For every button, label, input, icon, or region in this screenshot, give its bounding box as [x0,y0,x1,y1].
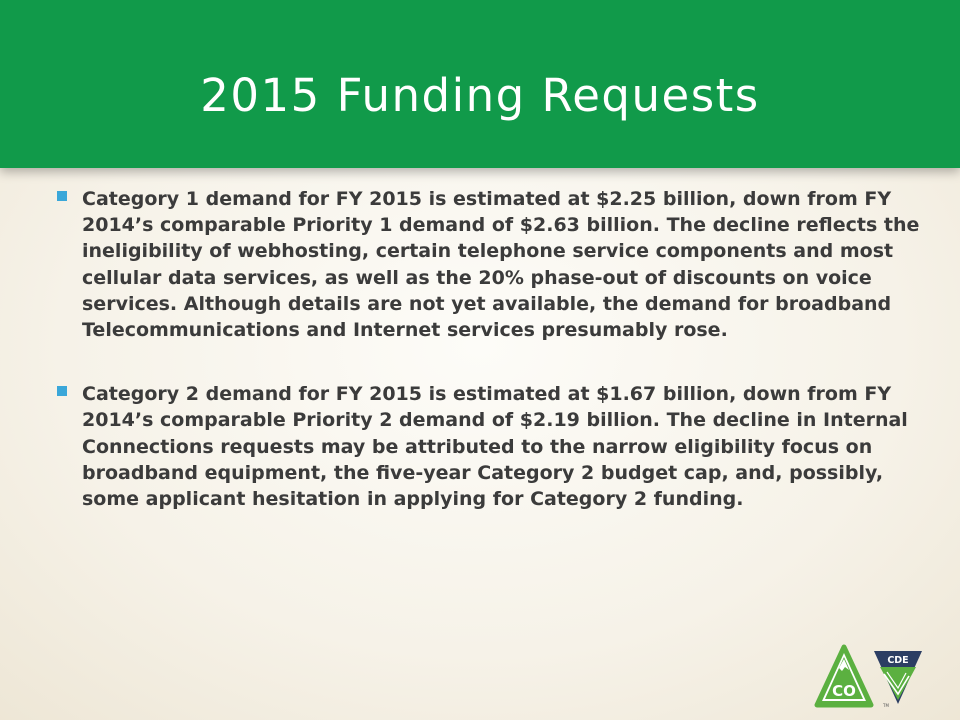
bullet-item [56,381,924,512]
title-banner [0,0,960,168]
bullet-item [56,186,924,343]
logo-cde-text: CDE [887,655,909,666]
bullet-list [56,186,924,550]
square-bullet-icon [57,386,67,396]
bullet-text: Category 2 demand for FY 2015 is estimated at $1.67 billion, down from FY 2014’s comparable Priority 2 demand of $2.19 billion. The decline in Internal Connections requests may be attributed to the narrow eligibility focus on broadband equipment, the five-year Category 2 budget cap, and, possibly, some applicant hesitation in applying for Category 2 funding. [82,383,908,511]
square-bullet-icon [57,191,67,201]
slide-title: 2015 Funding Requests [200,69,760,122]
bullet-text: Category 1 demand for FY 2015 is estimated at $2.25 billion, down from FY 2014’s comparable Priority 1 demand of $2.63 billion. The decline reflects the ineligibility of webhosting, certain telephone service components and most cellular data services, as well as the 20% phase-out of discounts on voice services. Although details are not yet available, the demand for broadband Telecommunications and Internet services presumably rose. [82,188,920,342]
logo-tm-text: TM [883,703,889,708]
cde-colorado-logo [814,644,926,708]
logo-co-text: CO [832,682,856,700]
